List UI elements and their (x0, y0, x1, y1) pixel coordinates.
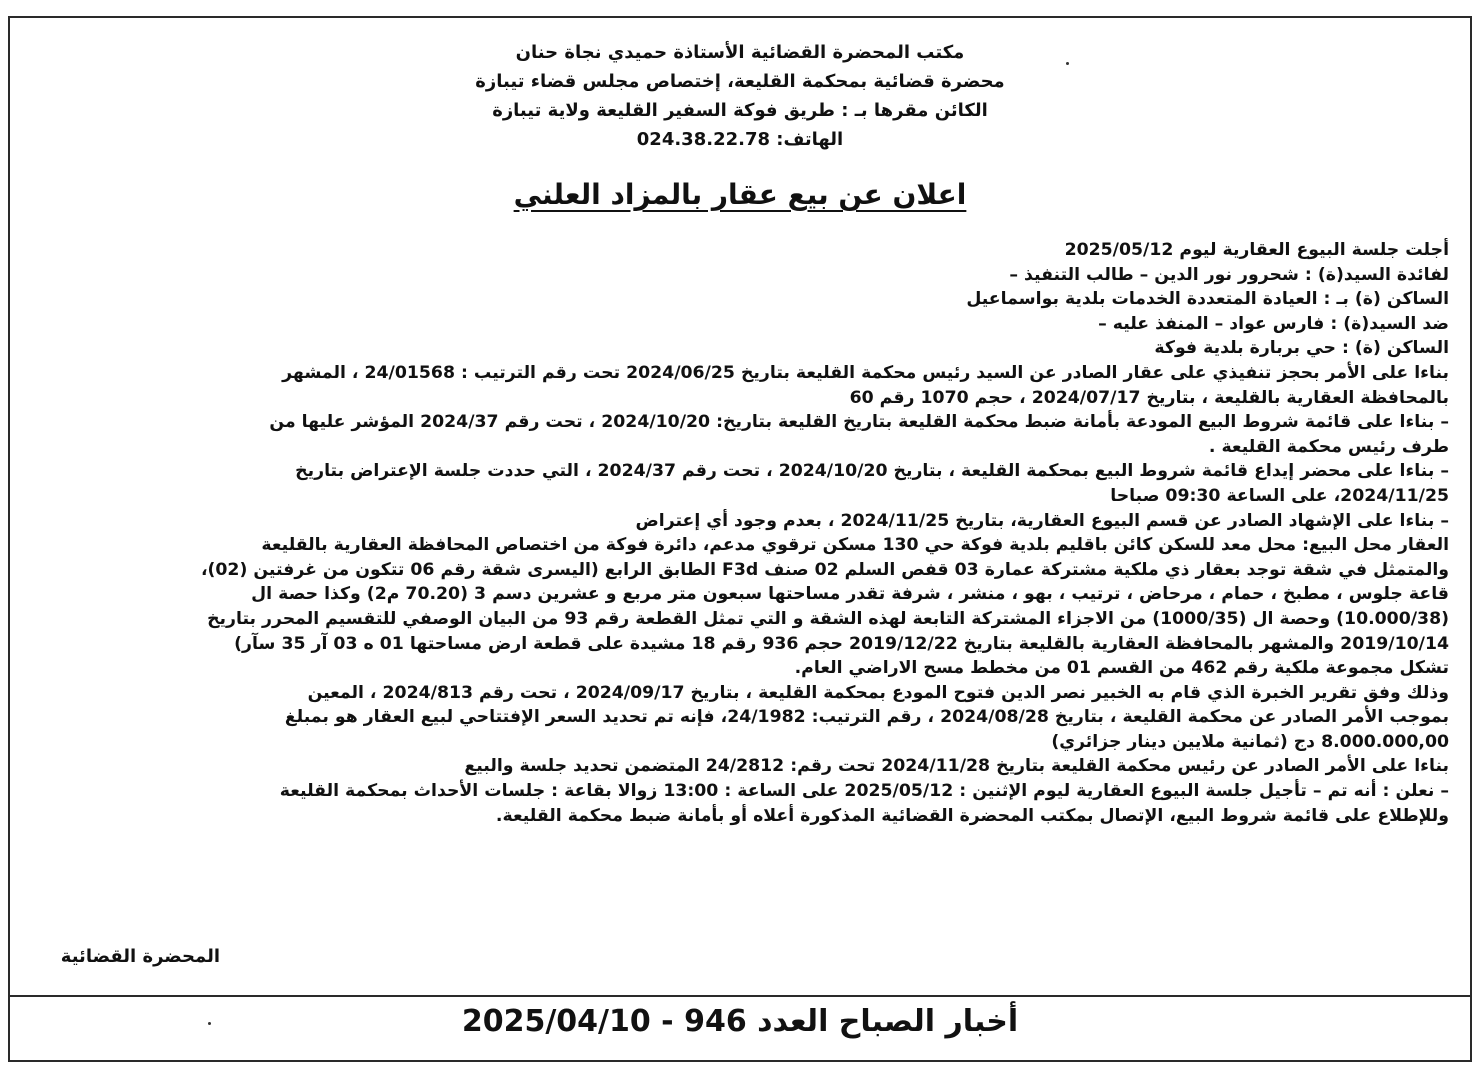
body-line: ضد السيد(ة) : فارس عواد – المنفذ عليه – (1098, 313, 1449, 334)
signature: المحضرة القضائية (60, 946, 220, 967)
body-line: (10.000/38) وحصة ال (1000/35) من الاجزاء المشتركة التابعة لهذه الشقة و التي تمثل القطعة رقم 93 من البيان الوصفي للتقسيم المحرر بتاريخ (207, 608, 1449, 629)
body-line: لفائدة السيد(ة) : شحرور نور الدين – طالب التنفيذ – (1009, 264, 1449, 285)
body-line: – بناءا على الإشهاد الصادر عن قسم البيوع العقارية، بتاريخ 2024/11/25 ، بعدم وجود أي إعتراض (635, 510, 1449, 531)
office-name: مكتب المحضرة القضائية الأستاذة حميدي نجاة حنان (515, 42, 965, 63)
body-line: والمتمثل في شقة توجد بعقار ذي ملكية مشتركة عمارة 03 قفص السلم 02 صنف F3d الطابق الرابع (اليسرى شقة رقم 06 تتكون من غرفتين (02)، (200, 559, 1449, 580)
body-line: العقار محل البيع: محل معد للسكن كائن باقليم بلدية فوكة حي 130 مسكن ترقوي مدعم، دائرة فوكة من اختصاص المحافظة العقارية بالقليعة (261, 535, 1449, 556)
body-line: بناءا على الأمر بحجز تنفيذي على عقار الصادر عن السيد رئيس محكمة القليعة بتاريخ 2024/06/25 تحت رقم الترتيب : 24/01568 ، المشهر (282, 362, 1449, 383)
office-phone: الهاتف: 024.38.22.78 (636, 129, 844, 150)
body-line: بناءا على الأمر الصادر عن رئيس محكمة القليعة بتاريخ 2024/11/28 تحت رقم: 24/2812 المتضمن تحديد جلسة والبيع (464, 756, 1449, 777)
notice-title-text: اعلان عن بيع عقار بالمزاد العلني (513, 178, 967, 211)
body-line: الساكن (ة) بـ : العيادة المتعددة الخدمات بلدية بواسماعيل (966, 289, 1449, 310)
body-line: – نعلن : أنه تم – تأجيل جلسة البيوع العقارية ليوم الإثنين : 2025/05/12 على الساعة : 13:00 زوالا بقاعة : جلسات الأحداث بمحكمة القليعة (279, 781, 1449, 802)
body-line: أجلت جلسة البيوع العقارية ليوم 2025/05/12 (1064, 240, 1449, 260)
body-line: 2019/10/14 والمشهر بالمحافظة العقارية بالقليعة بتاريخ 2019/12/22 حجم 936 رقم 18 مشيدة على قطعة ارض مساحتها 01 ه 03 آر 35 سآر) (234, 633, 1449, 654)
body-line: 2024/11/25، على الساعة 09:30 صباحا (1110, 485, 1449, 506)
notice-body (24, 238, 1449, 828)
body-line: – بناءا على محضر إيداع قائمة شروط البيع بمحكمة القليعة ، بتاريخ 2024/10/20 ، تحت رقم 2024/37 ، التي حددت جلسة الإعتراض بتاريخ (295, 461, 1449, 482)
body-line: قاعة جلوس ، مطبخ ، حمام ، مرحاض ، ترتيب ، بهو ، منشر ، شرفة تقدر مساحتها سبعون متر مربع و عشرين دسم 3 (70.20 م2) وكذا حصة ال (251, 584, 1449, 605)
body-line: بموجب الأمر الصادر عن محكمة القليعة ، بتاريخ 2024/08/28 ، رقم الترتيب: 24/1982، فإنه تم تحديد السعر الإفتتاحي لبيع العقار هو بمبلغ (284, 707, 1449, 728)
notice-title (330, 178, 1150, 211)
body-line: وذلك وفق تقرير الخبرة الذي قام به الخبير نصر الدين فتوح المودع بمحكمة القليعة ، بتاريخ 2024/09/17 ، تحت رقم 2024/813 ، المعين (307, 682, 1449, 703)
office-jurisdiction: محضرة قضائية بمحكمة القليعة، إختصاص مجلس قضاء تيبازة (475, 71, 1005, 92)
office-header (300, 38, 1180, 154)
body-line: بالمحافظة العقارية بالقليعة ، بتاريخ 2024/07/17 ، حجم 1070 رقم 60 (849, 387, 1449, 408)
body-line: الساكن (ة) : حي بربارة بلدية فوكة (1154, 338, 1449, 359)
body-line: تشكل مجموعة ملكية رقم 462 من القسم 01 من مخطط مسح الاراضي العام. (794, 658, 1449, 679)
scan-speck (208, 1022, 211, 1025)
office-address: الكائن مقرها بـ : طريق فوكة السفير القليعة ولاية تيبازة (492, 100, 988, 121)
body-line: 8.000.000,00 دج (ثمانية ملايين دينار جزائري) (1051, 731, 1449, 752)
body-line: – بناءا على قائمة شروط البيع المودعة بأمانة ضبط محكمة القليعة بتاريخ القليعة بتاريخ: 2024/10/20 ، تحت رقم 2024/37 المؤشر عليها من (269, 412, 1449, 433)
body-line: طرف رئيس محكمة القليعة . (1208, 436, 1449, 457)
footer-divider (8, 995, 1472, 997)
body-line: وللإطلاع على قائمة شروط البيع، الإتصال بمكتب المحضرة القضائية المذكورة أعلاه أو بأمانة ضبط محكمة القليعة. (495, 805, 1449, 826)
publication-footer: أخبار الصباح العدد 946 - 2025/04/10 (461, 1004, 1019, 1039)
